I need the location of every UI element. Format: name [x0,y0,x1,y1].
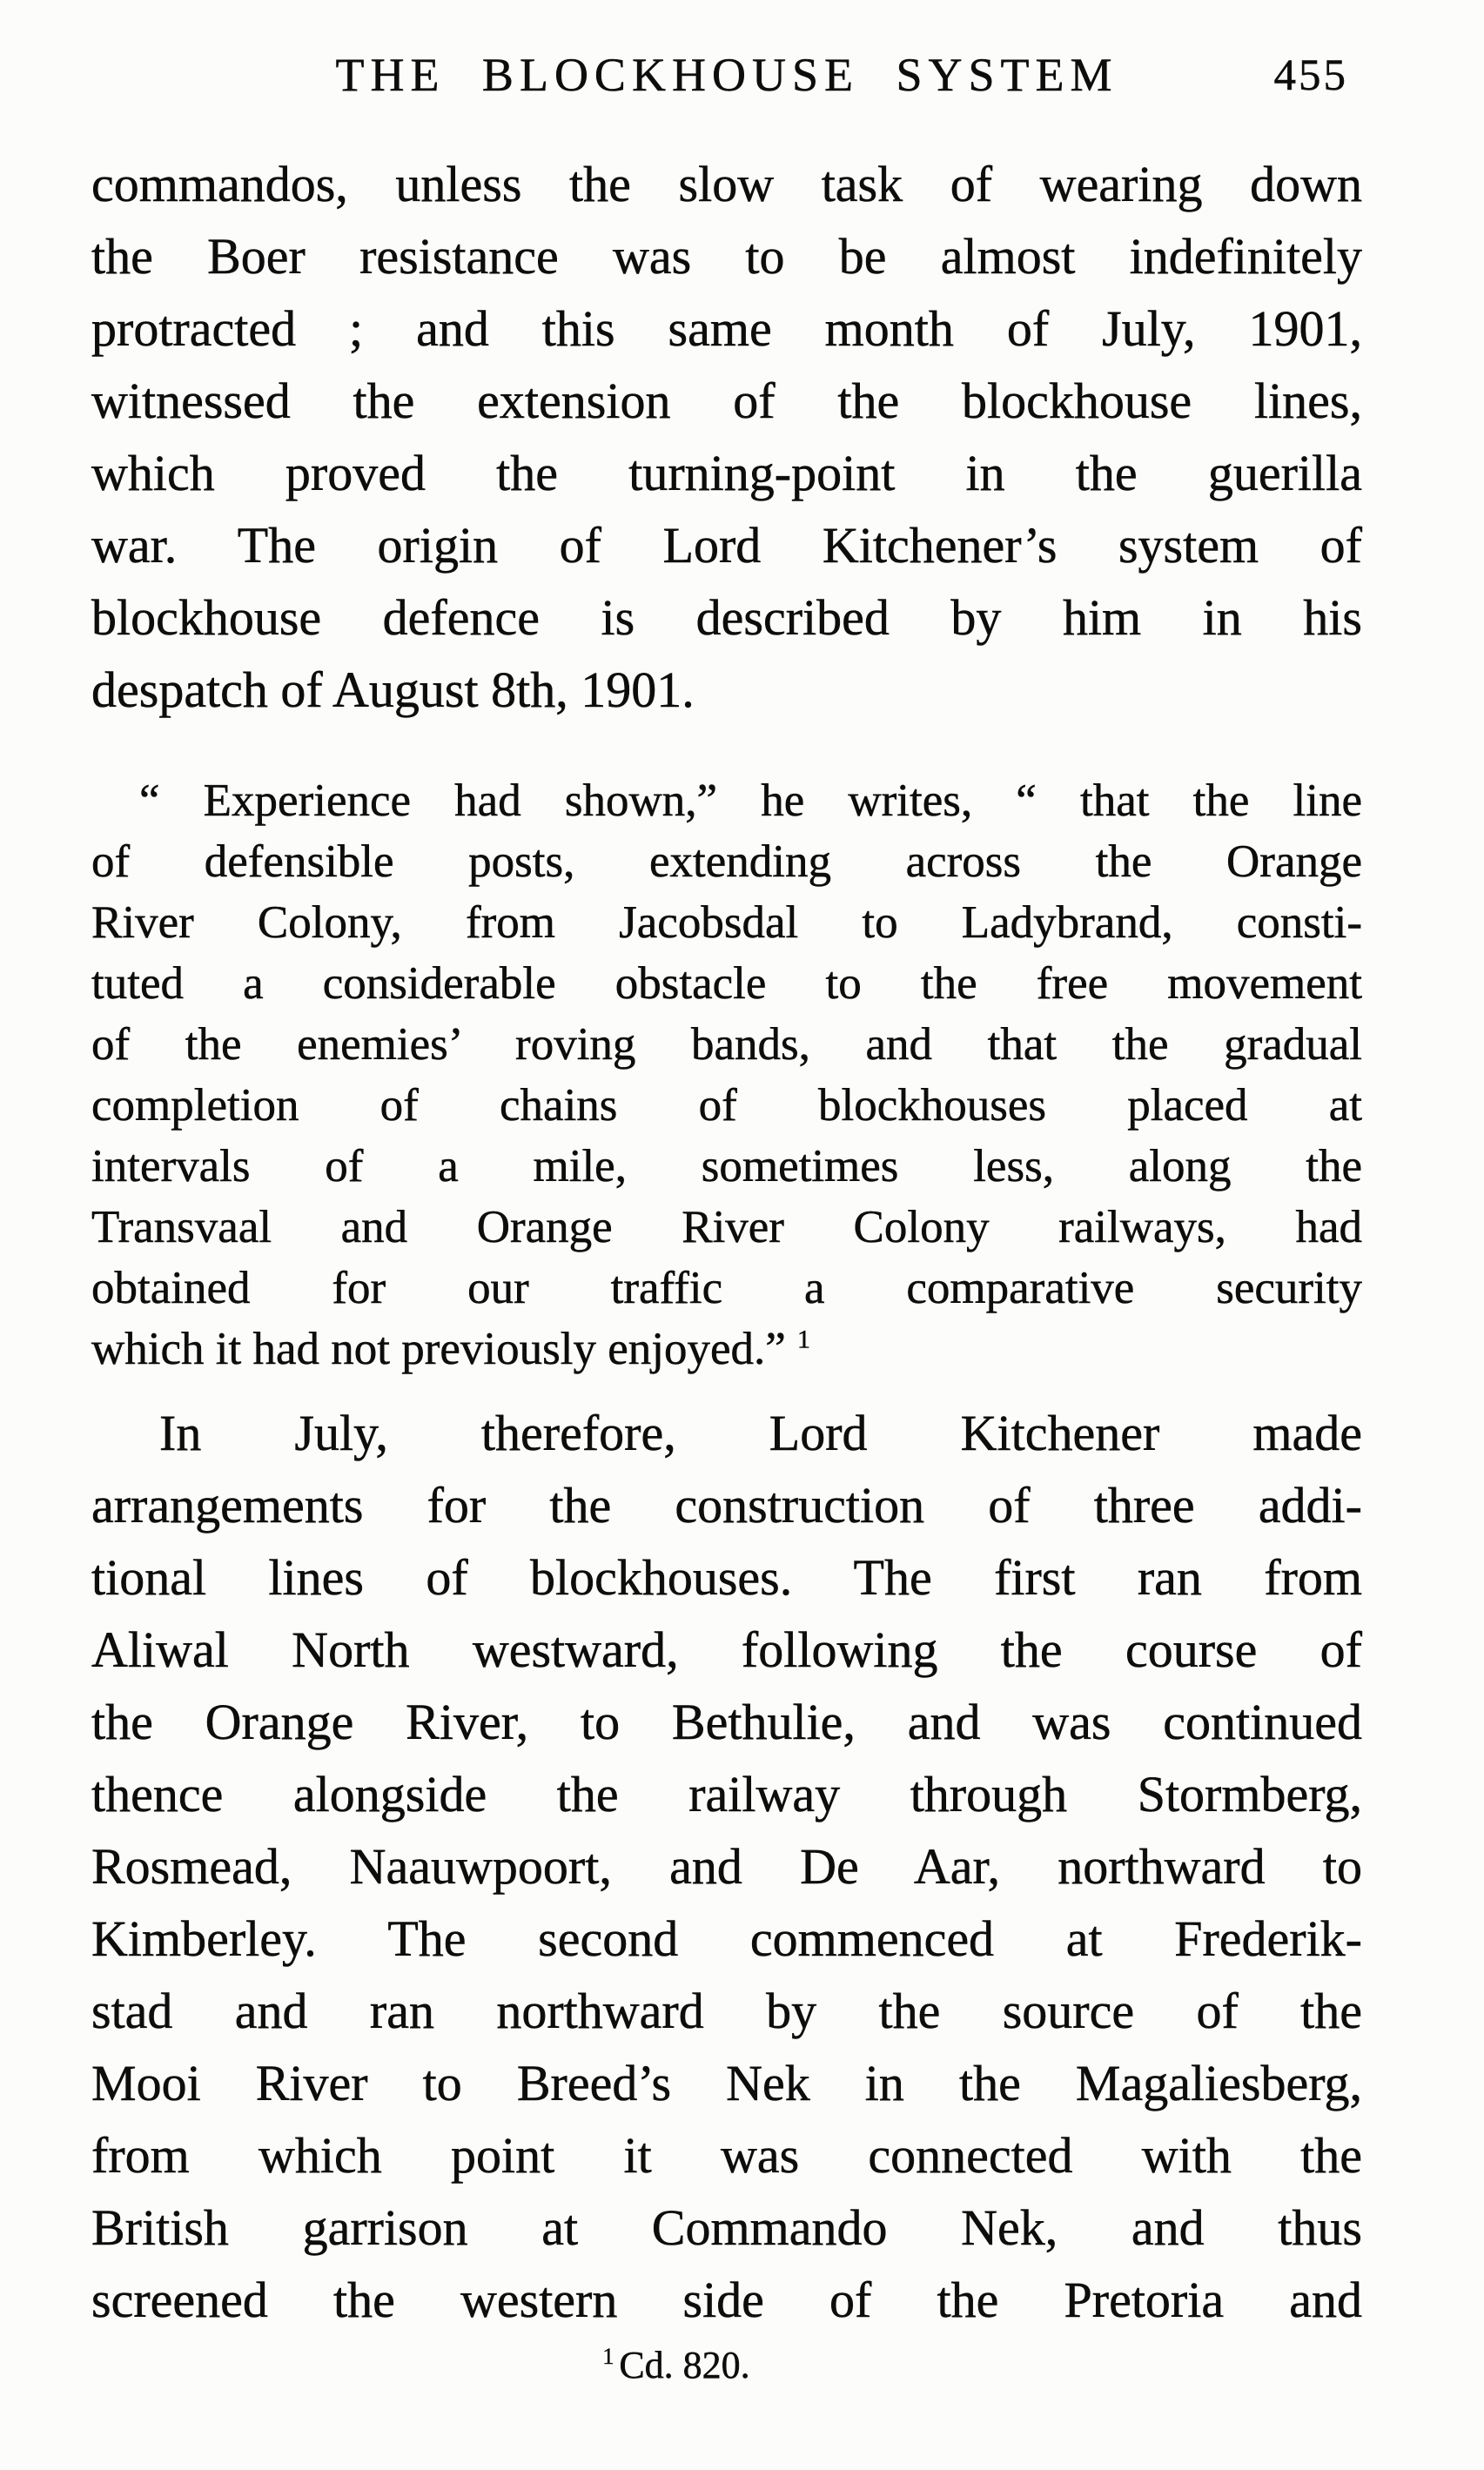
text-line: British garrison at Commando Nek, and thus [91,2199,1362,2256]
page-number: 455 [1273,51,1348,100]
text-line: screened the western side of the Pretoria and [91,2272,1362,2328]
text-line: from which point it was connected with the [91,2127,1362,2184]
text-line: witnessed the extension of the blockhouse lines, [91,373,1362,429]
text-line: River Colony, from Jacobsdal to Ladybrand, consti- [91,897,1362,948]
footnote-marker: 1 [602,2344,614,2370]
text-line: tuted a considerable obstacle to the free movement [91,958,1362,1009]
text-line: stad and ran northward by the source of the [91,1983,1362,2039]
text-line: tional lines of blockhouses. The first ran from [91,1549,1362,1606]
text-line: despatch of August 8th, 1901. [91,661,695,718]
text-line: war. The origin of Lord Kitchener’s system of [91,517,1362,574]
text-line: commandos, unless the slow task of wearing down [91,156,1362,212]
text-line [91,1319,1362,1379]
text-line: the Orange River, to Bethulie, and was continued [91,1694,1362,1750]
footnote-text: Cd. 820. [619,2344,750,2386]
text-line: thence alongside the railway through Stormberg, [91,1766,1362,1822]
text-line: blockhouse defence is described by him in his [91,589,1362,646]
text-line: Rosmead, Naauwpoort, and De Aar, northward to [91,1838,1362,1895]
page-title: THE BLOCKHOUSE SYSTEM [335,49,1118,101]
paragraph-2 [91,1397,1362,2336]
text-line: In July, therefore, Lord Kitchener made [159,1405,1362,1461]
text-line: of defensible posts, extending across the Orange [91,836,1362,887]
text-line: completion of chains of blockhouses placed at [91,1080,1362,1131]
text-line: of the enemies’ roving bands, and that the gradual [91,1019,1362,1070]
text-line: Kimberley. The second commenced at Frederik- [91,1910,1362,1967]
text-line: Transvaal and Orange River Colony railways, had [91,1202,1362,1252]
text-line: protracted ; and this same month of July, 1901, [91,300,1362,357]
footnote [41,2343,1312,2388]
block-quote [91,770,1362,1379]
text-line: arrangements for the construction of three addi- [91,1477,1362,1534]
text-line: intervals of a mile, sometimes less, along the [91,1141,1362,1191]
text-line: Mooi River to Breed’s Nek in the Magaliesberg, [91,2055,1362,2111]
text-line: Aliwal North westward, following the course of [91,1621,1362,1678]
text-line: obtained for our traffic a comparative security [91,1263,1362,1313]
text-line: the Boer resistance was to be almost indefinitely [91,228,1362,285]
text-line: “ Experience had shown,” he writes, “ that the line [139,775,1362,826]
footnote-reference: 1 [797,1325,811,1354]
text-line-content: which it had not previously enjoyed.” [91,1324,798,1374]
paragraph-1 [91,148,1362,726]
text-line: which proved the turning-point in the guerilla [91,445,1362,501]
running-header [91,47,1362,103]
